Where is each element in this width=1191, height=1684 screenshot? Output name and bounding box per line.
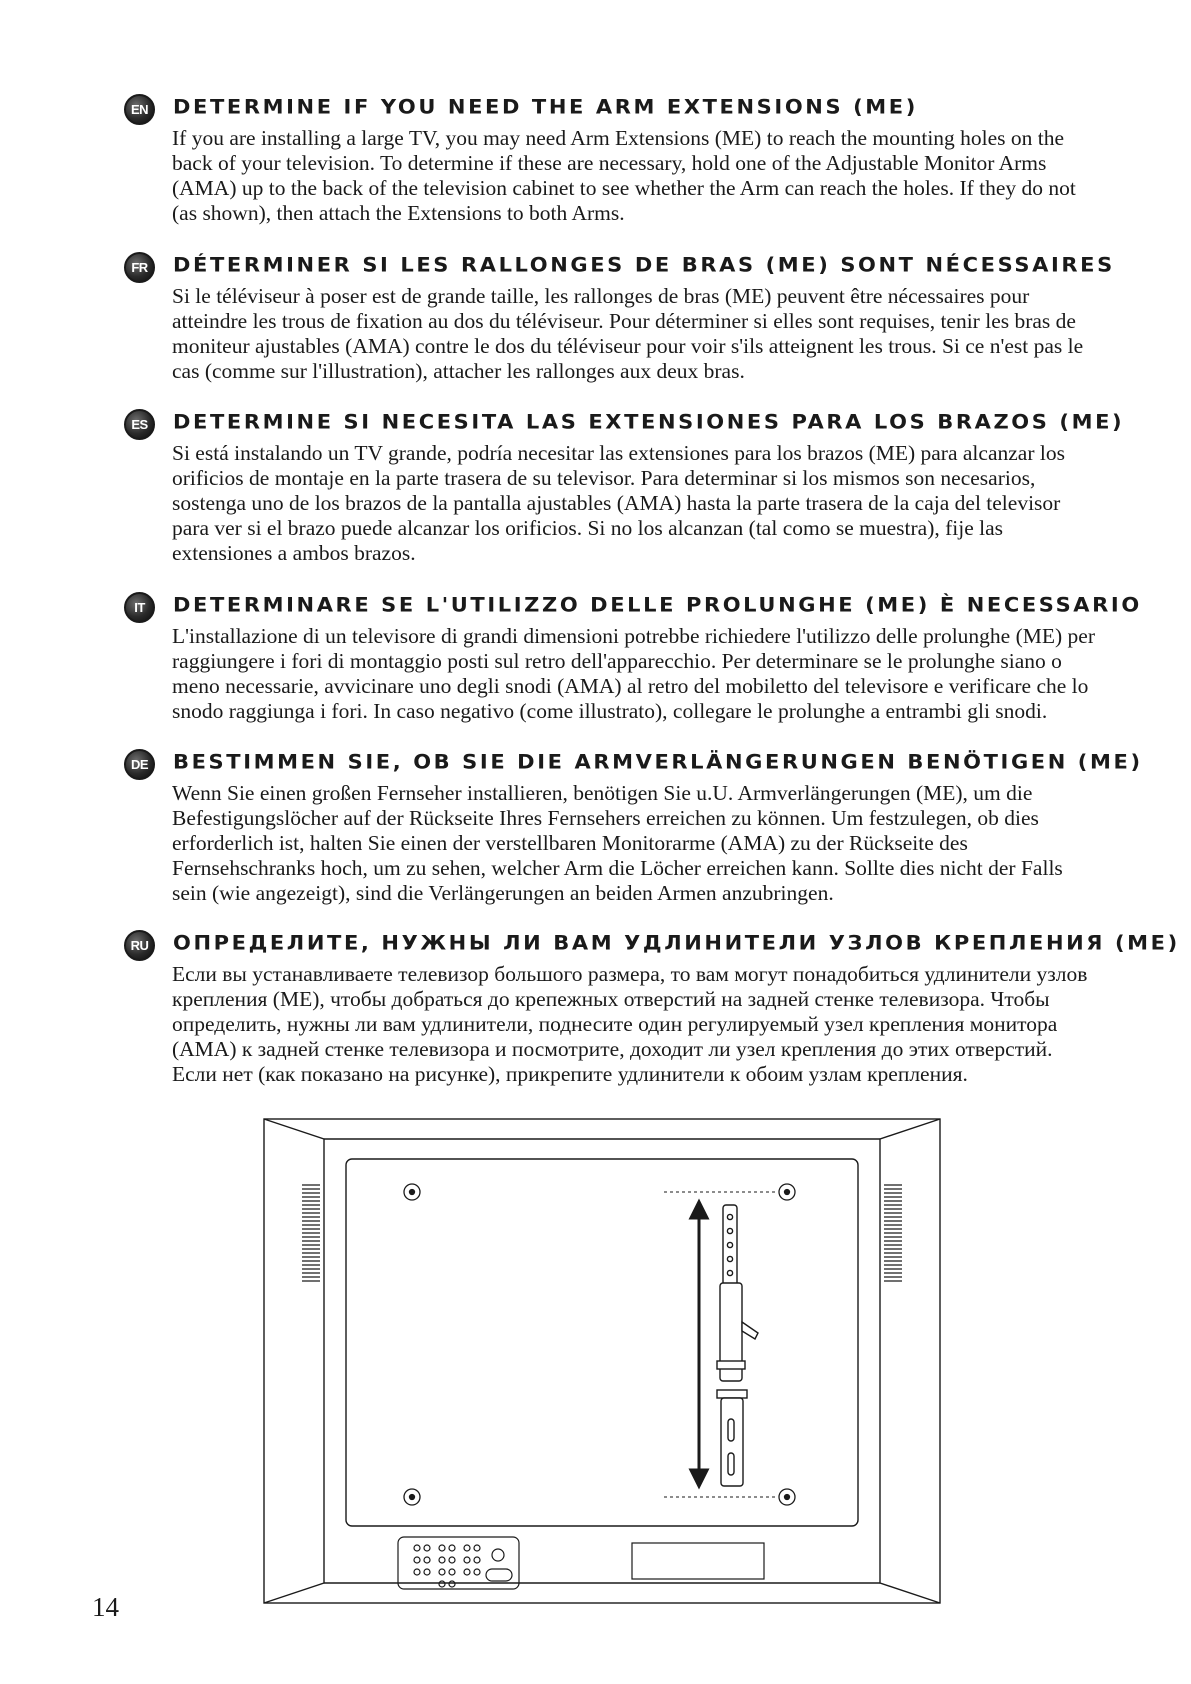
control-panel	[398, 1537, 764, 1589]
vent-grille-left	[302, 1185, 320, 1281]
language-badge-en: EN	[124, 94, 155, 125]
section-body: Si está instalando un TV grande, podría necesitar las extensiones para los brazos (ME) para alcanzar los orificios de montaje en la parte trasera de su televisor. Para determinar si los mismos son necesarios, sostenga uno de los brazos de la pantalla ajustables (AMA) hasta la parte trasera de la caja del televisor para ver si el brazo puede alcanzar los orificios. Si no los alcanzan (tal como se muestra), fije las extensiones a ambos brazos.	[172, 441, 1065, 565]
tv-cabinet-bevel-right	[880, 1119, 940, 1603]
language-badge-ru: RU	[124, 930, 155, 961]
section-body: Если вы устанавливаете телевизор большого размера, то вам могут понадобиться удлинители узлов крепления (ME), чтобы добраться до крепежных отверстий на задней стенке телевизора. Чтобы определить, нужны ли вам удлинители, поднесите один регулируемый узел крепления монитора (AMA) к задней стенке телевизора и посмотрите, доходит ли узел крепления до этих отверстий. Если нет (как показано на рисунке), прикрепите удлинители к обоим узлам крепления.	[172, 962, 1088, 1086]
tv-cabinet-outline	[264, 1119, 940, 1603]
tv-back-diagram	[262, 1117, 942, 1605]
tv-cabinet-bevel-left	[264, 1119, 324, 1603]
section-body: Si le téléviseur à poser est de grande taille, les rallonges de bras (ME) peuvent être nécessaires pour atteindre les trous de fixation au dos du téléviseur. Pour déterminer si elles sont requises, tenir les bras de moniteur ajustables (AMA) contre le dos du téléviseur pour voir s'ils atteignent les trous. Si ce n'est pas le cas (comme sur l'illustration), attacher les rallonges aux deux bras.	[172, 284, 1084, 383]
language-badge-fr: FR	[124, 252, 155, 283]
language-badge-de: DE	[124, 749, 155, 780]
section-body: Wenn Sie einen großen Fernseher installieren, benötigen Sie u.U. Armverlängerungen (ME), um die Befestigungslöcher auf der Rückseite Ihres Fernsehers erreichen zu können. Um festzulegen, ob dies erforderlich ist, halten Sie einen der verstellbaren Monitorarme (AMA) zu der Rückseite des Fernsehschranks hoch, um zu sehen, welcher Arm die Löcher erreichen kann. Sollte dies nicht der Falls sein (wie angezeigt), sind die Verlängerungen an beiden Armen anzubringen.	[172, 781, 1063, 905]
section-body: If you are installing a large TV, you may need Arm Extensions (ME) to reach the mounting holes on the back of your television. To determine if these are necessary, hold one of the Adjustable Monitor Arms (AMA) up to the back of the television cabinet to see whether the Arm can reach the holes. If they do not (as shown), then attach the Extensions to both Arms.	[172, 126, 1076, 225]
language-badge-es: ES	[124, 409, 155, 440]
section-body: L'installazione di un televisore di grandi dimensioni potrebbe richiedere l'utilizzo delle prolunghe (ME) per raggiungere i fori di montaggio posti sul retro dell'apparecchio. Per determinare se le prolunghe siano o meno necessarie, avvicinare uno degli snodi (AMA) al retro del mobiletto del televisore e verificare che lo snodo raggiunga i fori. In caso negativo (come illustrato), collegare le prolunghe a entrambi gli snodi.	[172, 624, 1095, 723]
section-heading: ОПРЕДЕЛИТЕ, НУЖНЫ ЛИ ВАМ УДЛИНИТЕЛИ УЗЛОВ КРЕПЛЕНИЯ (ME)	[173, 931, 1180, 955]
section-heading: DÉTERMINER SI LES RALLONGES DE BRAS (ME) SONT NÉCESSAIRES	[173, 253, 1115, 277]
vent-grille-right	[884, 1185, 902, 1281]
section-heading: BESTIMMEN SIE, OB SIE DIE ARMVERLÄNGERUNGEN BENÖTIGEN (ME)	[173, 750, 1143, 774]
page-number: 14	[92, 1592, 119, 1622]
section-heading: DETERMINARE SE L'UTILIZZO DELLE PROLUNGHE (ME) È NECESSARIO	[173, 593, 1142, 617]
adjustable-monitor-arm	[717, 1205, 758, 1486]
tv-back-panel	[346, 1159, 858, 1526]
section-heading: DETERMINE IF YOU NEED THE ARM EXTENSIONS (ME)	[173, 95, 918, 119]
language-badge-it: IT	[124, 592, 155, 623]
section-heading: DETERMINE SI NECESITA LAS EXTENSIONES PARA LOS BRAZOS (ME)	[173, 410, 1125, 434]
